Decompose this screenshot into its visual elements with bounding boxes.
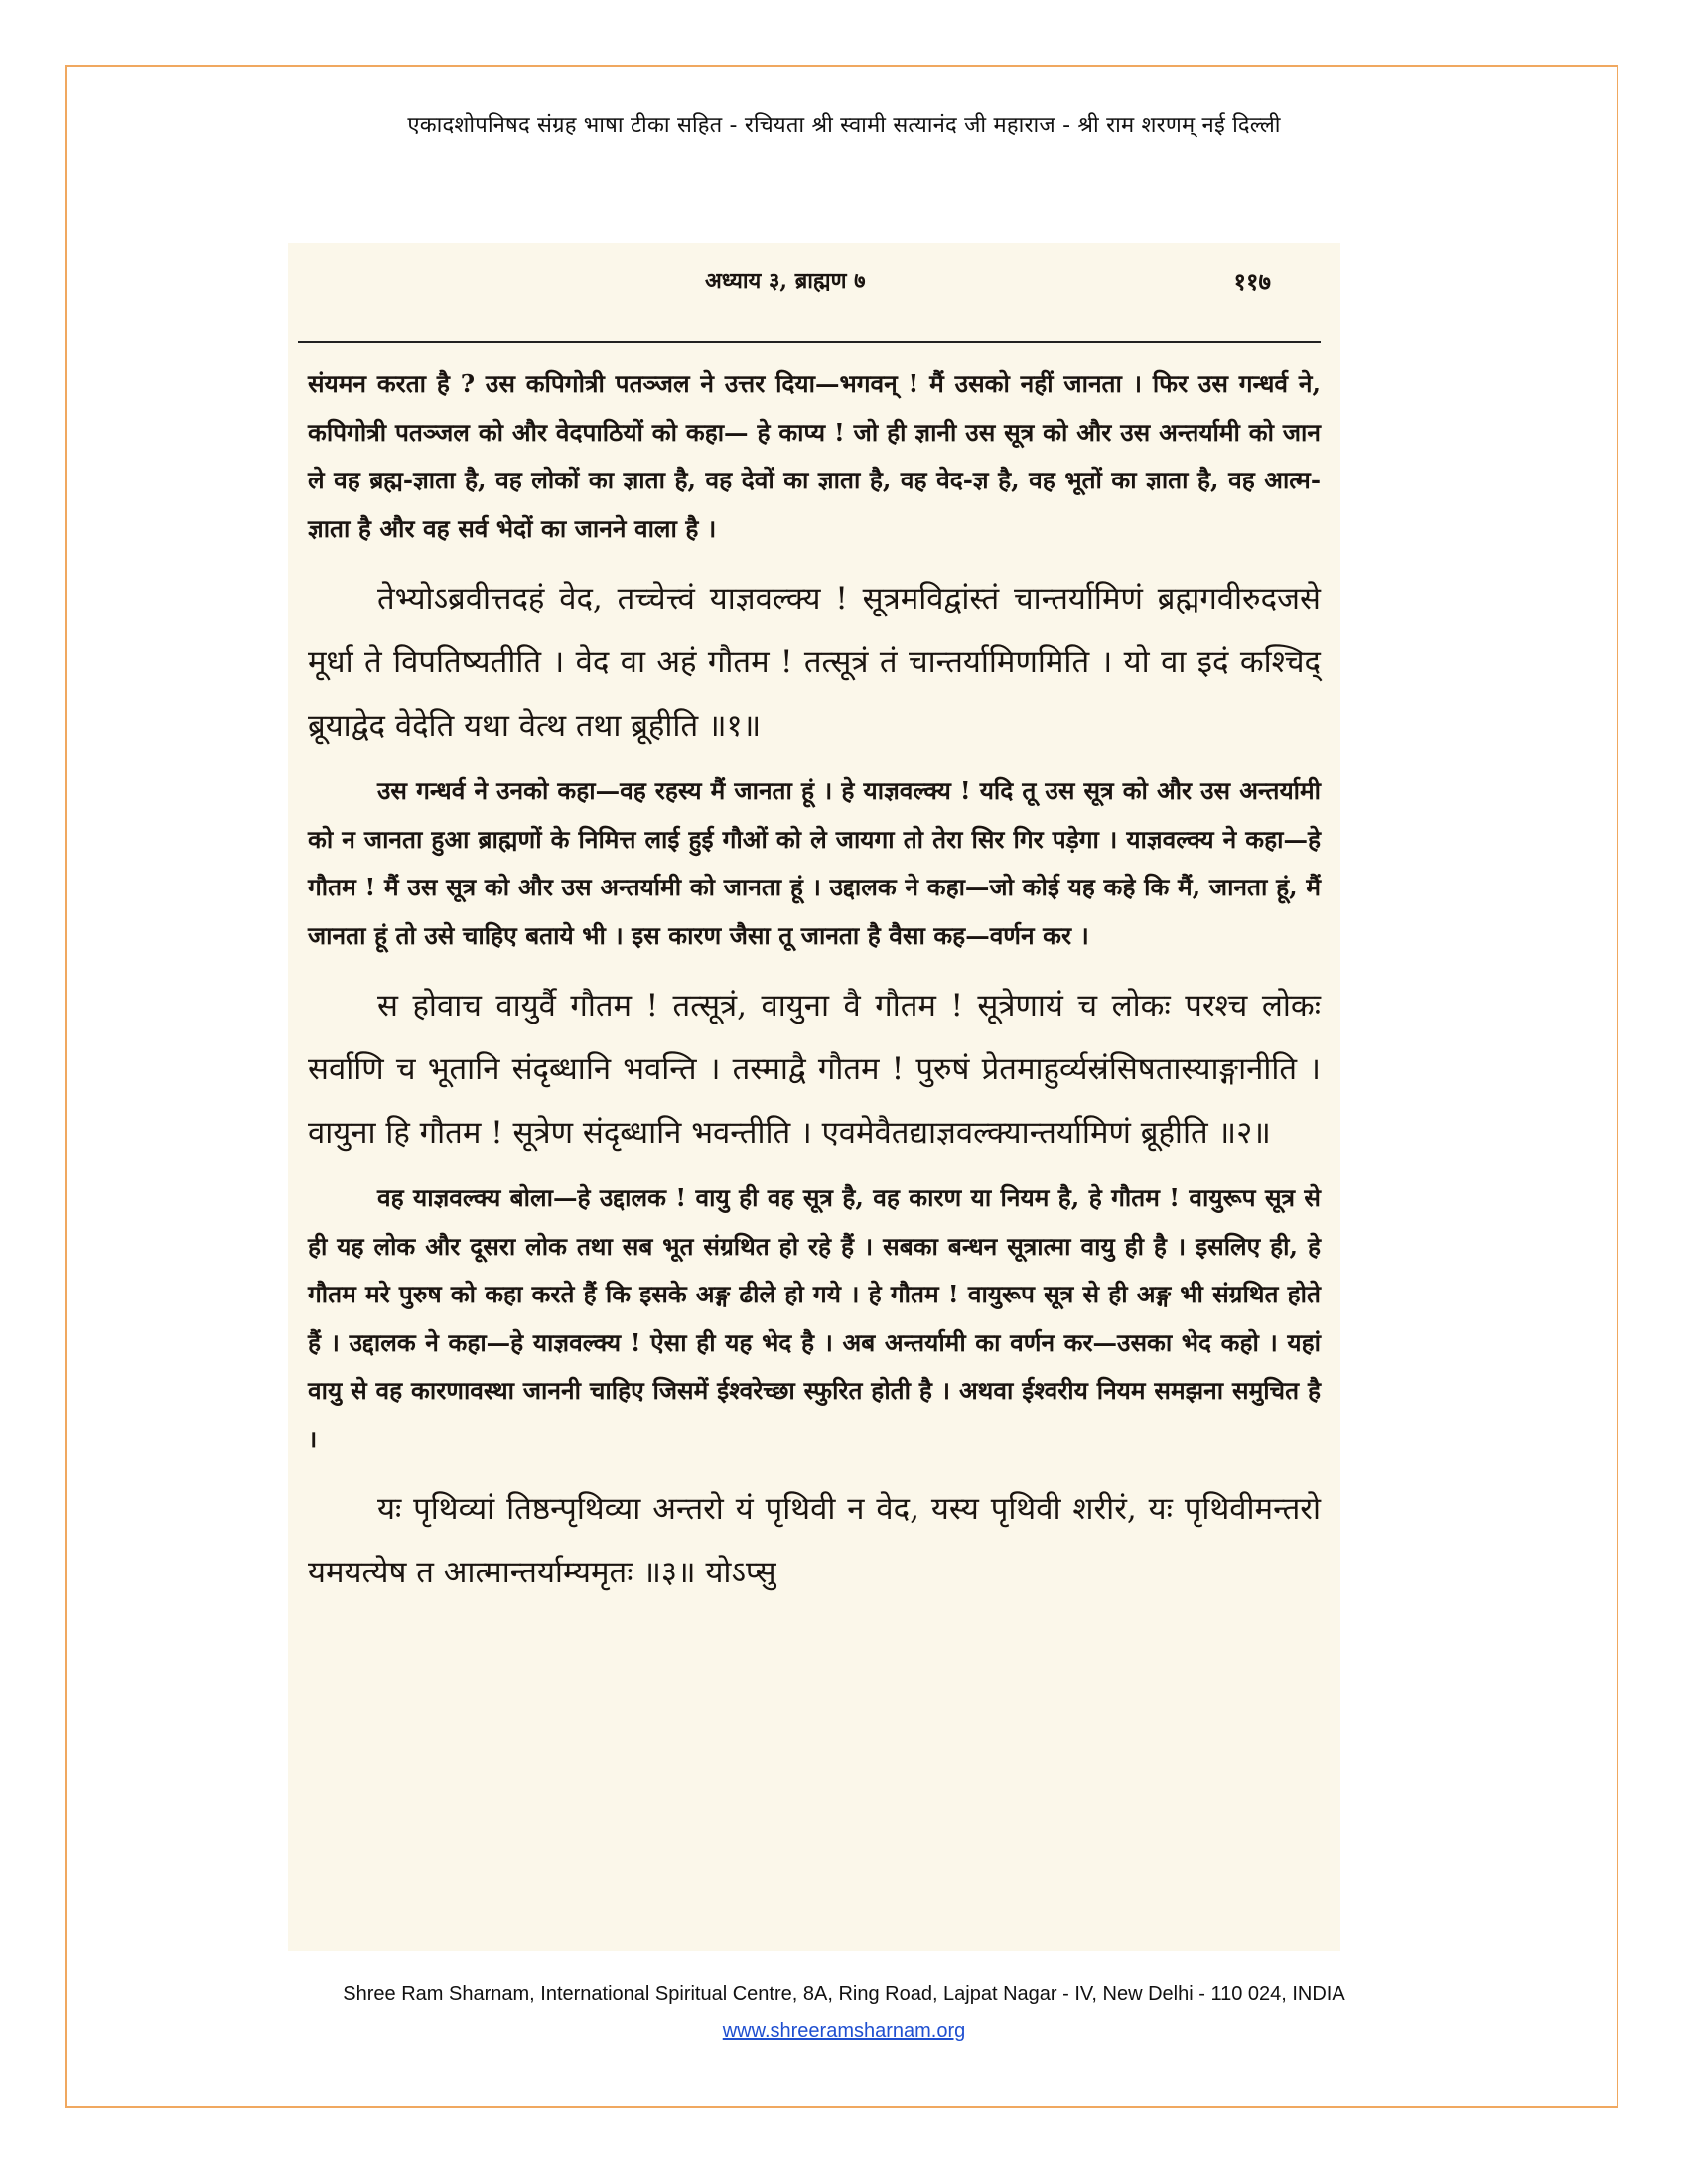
page-number: ११७ <box>1233 267 1271 296</box>
scan-running-head <box>288 265 1340 305</box>
page-header-title: एकादशोपनिषद संग्रह भाषा टीका सहित - रचियता श्री स्वामी सत्यानंद जी महाराज - श्री राम शरणम् नई दिल्ली <box>407 113 1281 138</box>
sanskrit-verse: स होवाच वायुर्वै गौतम ! तत्सूत्रं, वायुना वै गौतम ! सूत्रेणायं च लोकः परश्च लोकः सर्वाणि च भूतानि संदृब्धानि भवन्ति । तस्माद्वै गौतम ! पुरुषं प्रेतमाहुर्व्यस्रंसिषतास्याङ्गानीति । वायुना हि गौतम ! सूत्रेण संदृब्धानि भवन्तीति । एवमेवैतद्याज्ञवल्क्यान्तर्यामिणं ब्रूहीति ॥२॥ <box>308 988 1321 1151</box>
translation-paragraph: उस गन्धर्व ने उनको कहा—वह रहस्य मैं जानता हूं । हे याज्ञवल्क्य ! यदि तू उस सूत्र को और उस अन्तर्यामी को न जानता हुआ ब्राह्मणों के निमित्त लाई हुई गौओं को ले जायगा तो तेरा सिर गिर पड़ेगा । याज्ञवल्क्य ने कहा—हे गौतम ! मैं उस सूत्र को और उस अन्तर्यामी को जानता हूं । उद्दालक ने कहा—जो कोई यह कहे कि मैं, जानता हूं, मैं जानता हूं तो उसे चाहिए बताये भी । इस कारण जैसा तू जानता है वैसा कह—वर्णन कर । <box>308 776 1321 950</box>
sanskrit-verse: तेभ्योऽब्रवीत्तदहं वेद, तच्चेत्त्वं याज्ञवल्क्य ! सूत्रमविद्वांस्तं चान्तर्यामिणं ब्रह्मगवीरुदजसे मूर्धा ते विपतिष्यतीति । वेद वा अहं गौतम ! तत्सूत्रं तं चान्तर्यामिणमिति । यो वा इदं कश्चिद् ब्रूयाद्वेद वेदेति यथा वेत्थ तथा ब्रूहीति ॥१॥ <box>308 581 1321 744</box>
translation-paragraph: संयमन करता है ? उस कपिगोत्री पतञ्जल ने उत्तर दिया—भगवन् ! मैं उसको नहीं जानता । फिर उस गन्धर्व ने, कपिगोत्री पतञ्जल को और वेदपाठियों को कहा— हे काप्य ! जो ही ज्ञानी उस सूत्र को और उस अन्तर्यामी को जान ले वह ब्रह्म-ज्ञाता है, वह लोकों का ज्ञाता है, वह देवों का ज्ञाता है, वह वेद-ज्ञ है, वह भूतों का ज्ञाता है, वह आत्म-ज्ञाता है और वह सर्व भेदों का जानने वाला है । <box>308 369 1321 543</box>
header-rule <box>298 341 1321 343</box>
translation-paragraph: वह याज्ञवल्क्य बोला—हे उद्दालक ! वायु ही वह सूत्र है, वह कारण या नियम है, हे गौतम ! वायुरूप सूत्र से ही यह लोक और दूसरा लोक तथा सब भूत संग्रथित हो रहे हैं । सबका बन्धन सूत्रात्मा वायु ही है । इसलिए ही, हे गौतम मरे पुरुष को कहा करते हैं कि इसके अङ्ग ढीले हो गये । हे गौतम ! वायुरूप सूत्र से ही अङ्ग भी संग्रथित होते हैं । उद्दालक ने कहा—हे याज्ञवल्क्य ! ऐसा ही यह भेद है । अब अन्तर्यामी का वर्णन कर—उसका भेद कहो । यहां वायु से वह कारणावस्था जाननी चाहिए जिसमें ईश्वरेच्छा स्फुरित होती है । अथवा ईश्वरीय नियम समझना समुचित है । <box>308 1183 1321 1453</box>
chapter-reference: अध्याय ३, ब्राह्मण ७ <box>705 268 866 294</box>
scan-body <box>308 360 1321 1604</box>
scanned-page <box>288 243 1340 1951</box>
footer-website-link[interactable]: www.shreeramsharnam.org <box>722 2020 966 2042</box>
sanskrit-verse: यः पृथिव्यां तिष्ठन्पृथिव्या अन्तरो यं पृथिवी न वेद, यस्य पृथिवी शरीरं, यः पृथिवीमन्तरो यमयत्येष त आत्मान्तर्याम्यमृतः ॥३॥ योऽप्सु <box>308 1491 1321 1590</box>
footer-address: Shree Ram Sharnam, International Spiritual Centre, 8A, Ring Road, Lajpat Nagar - IV, New Delhi - 110 024, INDIA <box>343 1983 1345 2005</box>
